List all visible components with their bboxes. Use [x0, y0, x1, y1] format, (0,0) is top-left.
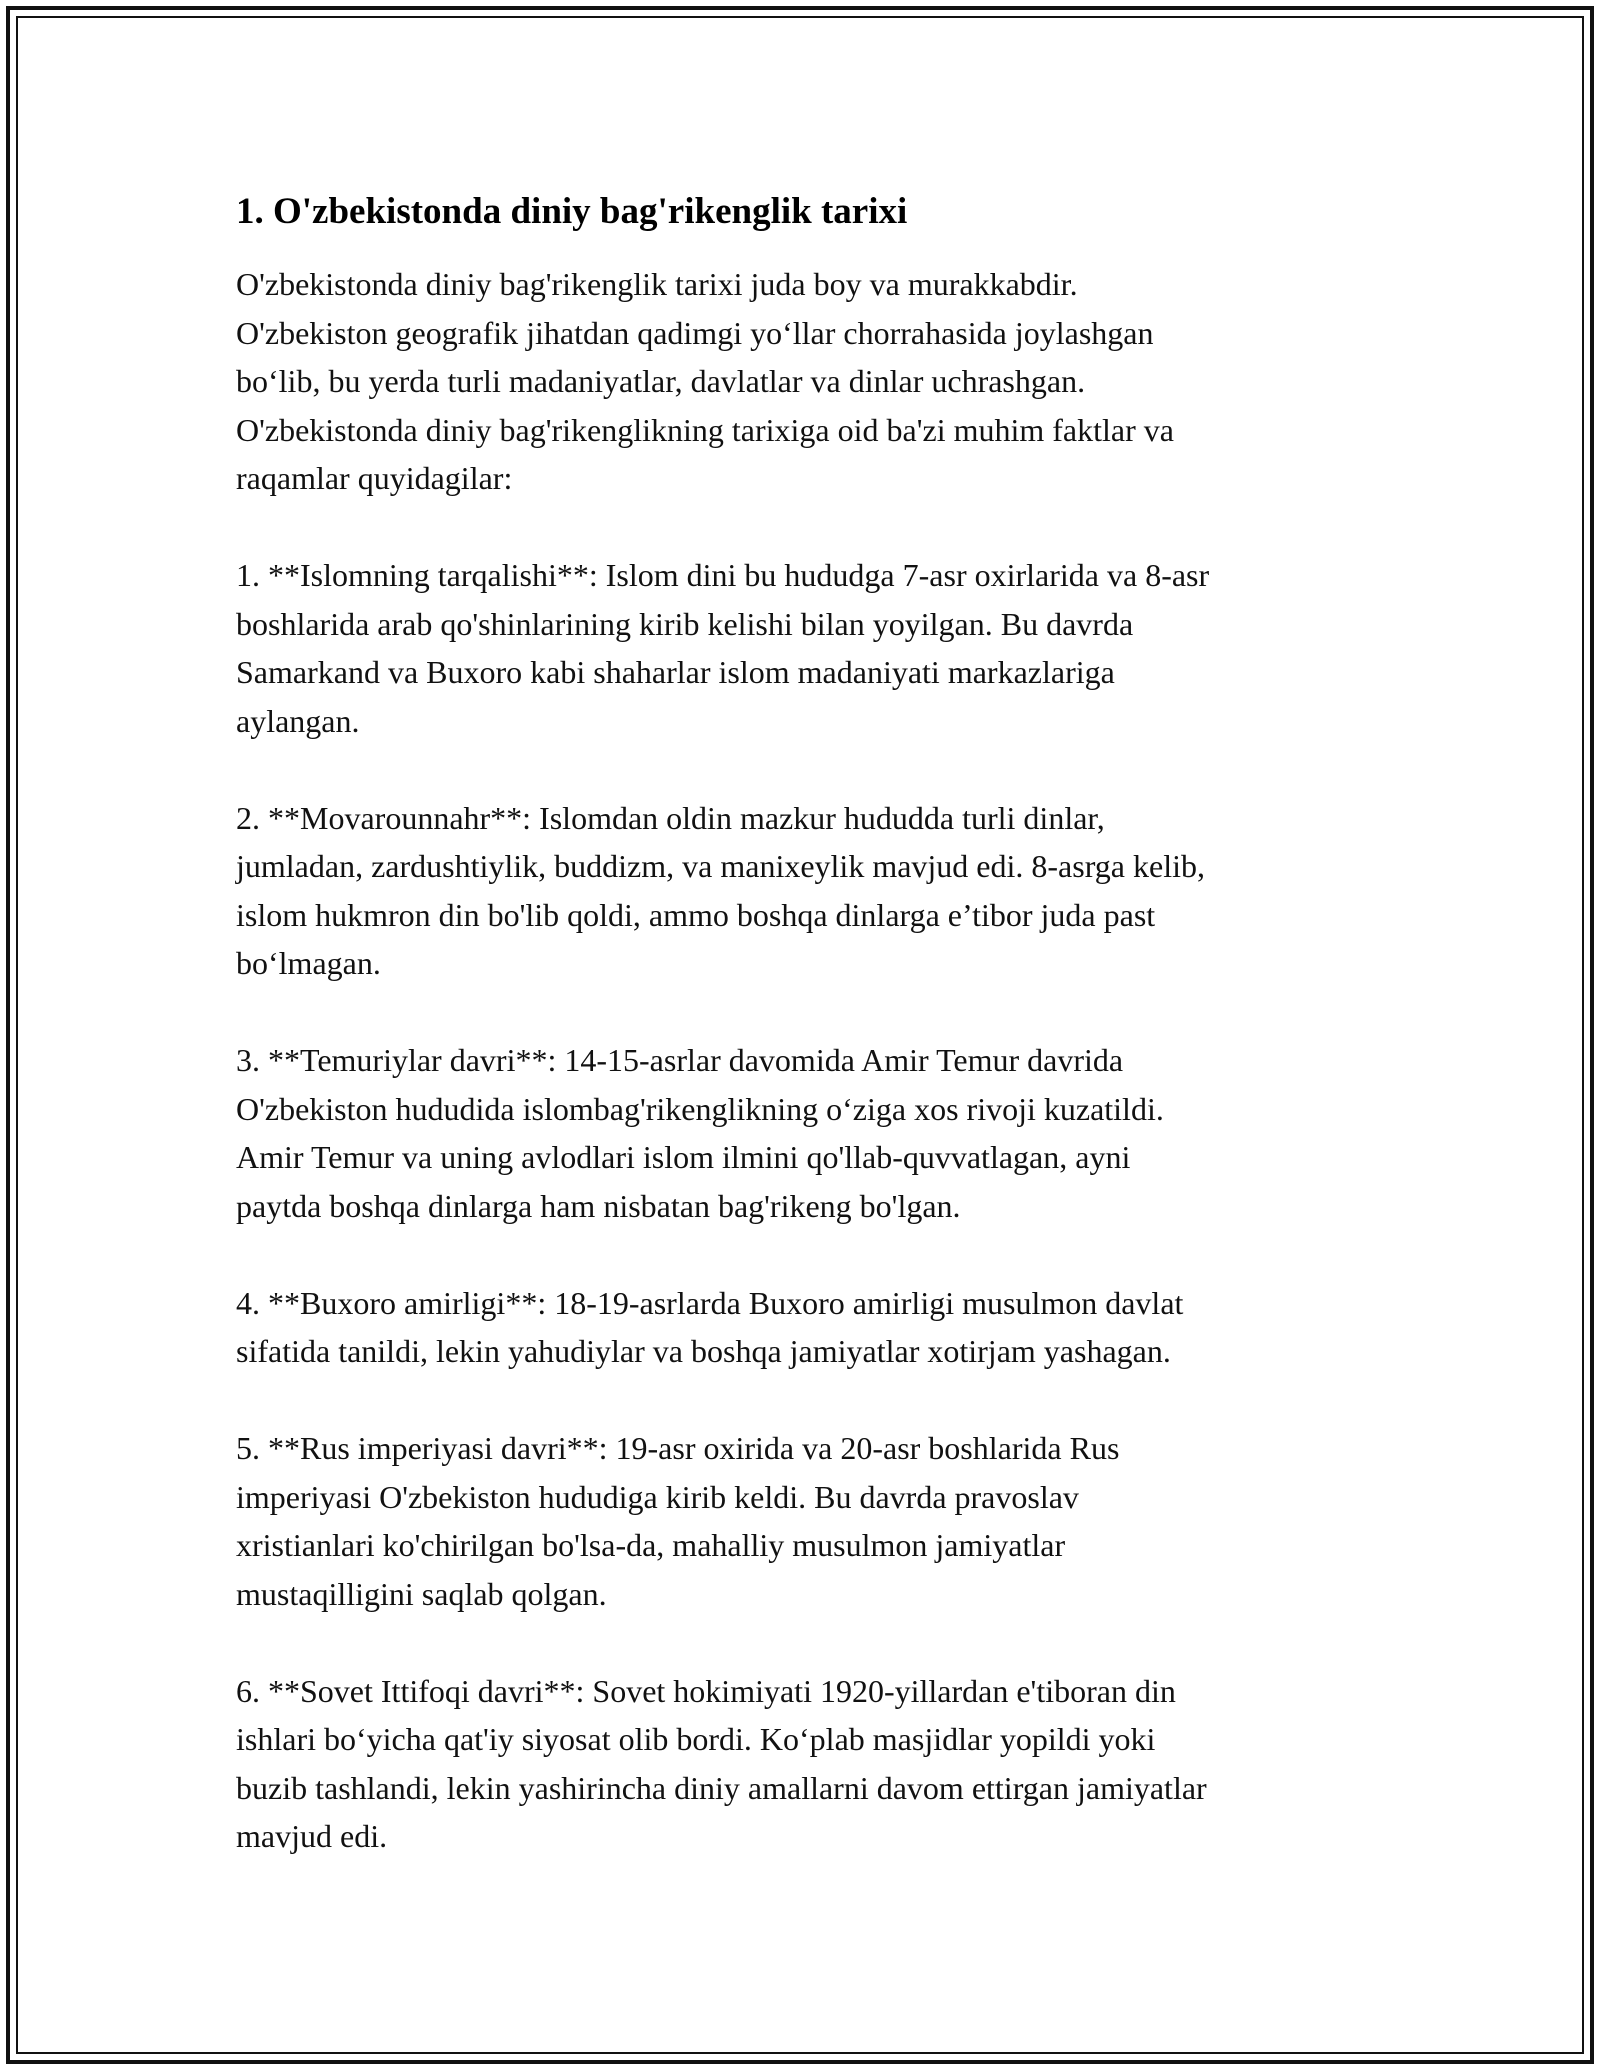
document-title: 1. O'zbekistonda diniy bag'rikenglik tarixi	[236, 191, 908, 232]
list-item-3: 3. **Temuriylar davri**: 14-15-asrlar davomida Amir Temur davrida O'zbekiston hududida islombag'rikenglikning o‘ziga xos rivoji kuzatildi. Amir Temur va uning avlodlari islom ilmini qo'llab-quvvatlagan, ayni paytda boshqa dinlarga ham nisbatan bag'rikeng bo'lgan.	[236, 1042, 1164, 1224]
list-item-1: 1. **Islomning tarqalishi**: Islom dini bu hududga 7-asr oxirlarida va 8-asr boshlarida arab qo'shinlarining kirib kelishi bilan yoyilgan. Bu davrda Samarkand va Buxoro kabi shaharlar islom madaniyati markazlariga aylangan.	[236, 557, 1210, 739]
intro-paragraph: O'zbekistonda diniy bag'rikenglik tarixi juda boy va murakkabdir. O'zbekiston geografik jihatdan qadimgi yo‘llar chorrahasida joylashgan bo‘lib, bu yerda turli madaniyatlar, davlatlar va dinlar uchrashgan. O'zbekistonda diniy bag'rikenglikning tarixiga oid ba'zi muhim faktlar va raqamlar quyidagilar:	[236, 266, 1174, 496]
list-item-5: 5. **Rus imperiyasi davri**: 19-asr oxirida va 20-asr boshlarida Rus imperiyasi O'zbekiston hududiga kirib keldi. Bu davrda pravoslav xristianlari ko'chirilgan bo'lsa-da, mahalliy musulmon jamiyatlar mustaqilligini saqlab qolgan.	[236, 1430, 1120, 1612]
list-item-2: 2. **Movarounnahr**: Islomdan oldin mazkur hududda turli dinlar, jumladan, zardushtiylik, buddizm, va manixeylik mavjud edi. 8-asrga kelib, islom hukmron din bo'lib qoldi, ammo boshqa dinlarga e’tibor juda past bo‘lmagan.	[236, 799, 1205, 981]
document-body	[236, 186, 1376, 1861]
list-item-4: 4. **Buxoro amirligi**: 18-19-asrlarda Buxoro amirligi musulmon davlat sifatida tanildi, lekin yahudiylar va boshqa jamiyatlar xotirjam yashagan.	[236, 1284, 1184, 1369]
list-item-6: 6. **Sovet Ittifoqi davri**: Sovet hokimiyati 1920-yillardan e'tiboran din ishlari bo‘yicha qat'iy siyosat olib bordi. Ko‘plab masjidlar yopildi yoki buzib tashlandi, lekin yashirincha diniy amallarni davom ettirgan jamiyatlar mavjud edi.	[236, 1672, 1207, 1854]
